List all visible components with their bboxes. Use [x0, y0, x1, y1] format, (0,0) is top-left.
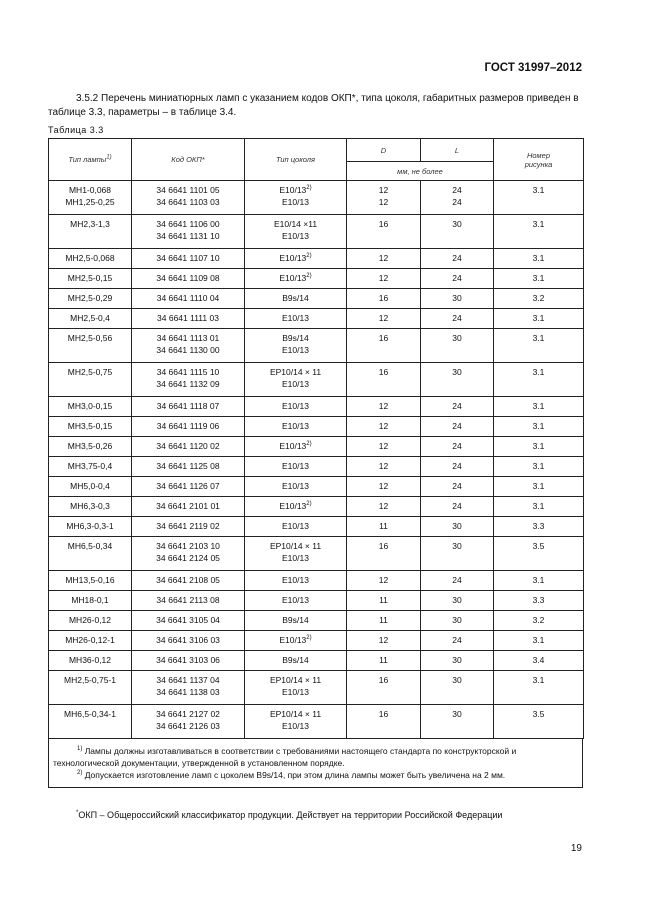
cell-base-type: E10/13: [245, 397, 347, 417]
table-row: [49, 309, 584, 329]
cell-base-type: E10/13: [245, 477, 347, 497]
table-row: [49, 611, 584, 631]
okp-footnote: *ОКП – Общероссийский классификатор продукции. Действует на территории Российской Федерации: [76, 810, 503, 820]
table-row: [49, 651, 584, 671]
cell-lamp-type: МН18-0,1: [49, 591, 132, 611]
cell-figure: 3.1: [494, 363, 584, 397]
cell-base-type: E10/13: [245, 591, 347, 611]
cell-l: 30: [421, 363, 494, 397]
cell-base-type: EP10/14 × 11 E10/13: [245, 363, 347, 397]
cell-figure: 3.1: [494, 309, 584, 329]
cell-base-type: E10/13: [245, 417, 347, 437]
table-row: [49, 705, 584, 739]
cell-figure: 3.5: [494, 705, 584, 739]
cell-okp-code: 34 6641 1107 10: [132, 249, 245, 269]
table-row: [49, 417, 584, 437]
cell-base-type: E10/13$^{2)}$: [245, 631, 347, 651]
cell-figure: 3.1: [494, 497, 584, 517]
cell-okp-code: 34 6641 1125 08: [132, 457, 245, 477]
cell-lamp-type: МН36-0,12: [49, 651, 132, 671]
cell-okp-code: 34 6641 2108 05: [132, 571, 245, 591]
cell-lamp-type: МН6,5-0,34: [49, 537, 132, 571]
cell-l: 30: [421, 611, 494, 631]
cell-okp-code: 34 6641 2101 01: [132, 497, 245, 517]
cell-lamp-type: МН3,5-0,26: [49, 437, 132, 457]
cell-figure: 3.1: [494, 397, 584, 417]
cell-l: 30: [421, 329, 494, 363]
cell-figure: 3.2: [494, 611, 584, 631]
cell-d: 11: [347, 611, 421, 631]
cell-figure: 3.4: [494, 651, 584, 671]
cell-lamp-type: МН2,5-0,56: [49, 329, 132, 363]
cell-d: 11: [347, 651, 421, 671]
cell-okp-code: 34 6641 1109 08: [132, 269, 245, 289]
table-row: [49, 671, 584, 705]
cell-d: 16: [347, 705, 421, 739]
cell-lamp-type: МН2,5-0,068: [49, 249, 132, 269]
cell-okp-code: 34 6641 1120 02: [132, 437, 245, 457]
cell-d: 16: [347, 329, 421, 363]
cell-figure: 3.3: [494, 517, 584, 537]
cell-l: 24: [421, 571, 494, 591]
cell-d: 11: [347, 591, 421, 611]
cell-l: 24: [421, 249, 494, 269]
cell-base-type: E10/13$^{2)}$: [245, 497, 347, 517]
table-row: [49, 457, 584, 477]
cell-d: 12 12: [347, 181, 421, 215]
cell-d: 12: [347, 437, 421, 457]
cell-base-type: E10/13$^{2)}$: [245, 269, 347, 289]
cell-lamp-type: МН2,5-0,75: [49, 363, 132, 397]
cell-base-type: EP10/14 × 11 E10/13: [245, 671, 347, 705]
cell-figure: 3.1: [494, 437, 584, 457]
cell-base-type: E10/13: [245, 457, 347, 477]
cell-okp-code: 34 6641 1119 06: [132, 417, 245, 437]
cell-okp-code: 34 6641 3103 06: [132, 651, 245, 671]
cell-d: 12: [347, 397, 421, 417]
cell-base-type: E10/13$^{2)}$: [245, 249, 347, 269]
cell-lamp-type: МН1-0,068 МН1,25-0,25: [49, 181, 132, 215]
cell-lamp-type: МН6,3-0,3-1: [49, 517, 132, 537]
cell-lamp-type: МН3,0-0,15: [49, 397, 132, 417]
cell-figure: 3.2: [494, 289, 584, 309]
cell-l: 30: [421, 591, 494, 611]
table-note-1: $^{1)}$ Лампы должны изготавливаться в соответствии с требованиями настоящего стандарта по конструкторской и технологической документации, утвержденной в установленном порядке.: [53, 746, 517, 768]
cell-figure: 3.1: [494, 671, 584, 705]
cell-lamp-type: МН6,3-0,3: [49, 497, 132, 517]
cell-lamp-type: МН26-0,12-1: [49, 631, 132, 651]
cell-l: 30: [421, 537, 494, 571]
cell-d: 16: [347, 215, 421, 249]
header-lamp-type: Тип лампы$^{1)}$: [49, 139, 132, 181]
header-d: D: [347, 139, 421, 162]
table-row: [49, 397, 584, 417]
table-row: [49, 181, 584, 215]
cell-figure: 3.1: [494, 181, 584, 215]
cell-okp-code: 34 6641 2119 02: [132, 517, 245, 537]
cell-base-type: E10/14 ×11 E10/13: [245, 215, 347, 249]
cell-figure: 3.1: [494, 329, 584, 363]
cell-base-type: B9s/14: [245, 289, 347, 309]
table-notes: [48, 739, 583, 788]
cell-okp-code: 34 6641 1137 04 34 6641 1138 03: [132, 671, 245, 705]
table-row: [49, 329, 584, 363]
cell-d: 12: [347, 571, 421, 591]
cell-okp-code: 34 6641 2127 02 34 6641 2126 03: [132, 705, 245, 739]
cell-okp-code: 34 6641 1110 04: [132, 289, 245, 309]
cell-lamp-type: МН26-0,12: [49, 611, 132, 631]
cell-okp-code: 34 6641 1126 07: [132, 477, 245, 497]
cell-d: 12: [347, 417, 421, 437]
cell-l: 30: [421, 671, 494, 705]
header-dims-unit: мм, не более: [347, 162, 494, 181]
cell-d: 12: [347, 457, 421, 477]
intro-paragraph: 3.5.2 Перечень миниатюрных ламп с указанием кодов ОКП*, типа цоколя, габаритных размеров приведен в таблице 3.3, параметры – в таблице 3.4.: [48, 93, 579, 118]
lamp-table-container: [48, 138, 583, 788]
table-body: [49, 181, 584, 739]
cell-base-type: B9s/14: [245, 651, 347, 671]
cell-okp-code: 34 6641 1118 07: [132, 397, 245, 417]
cell-l: 24: [421, 497, 494, 517]
cell-d: 12: [347, 477, 421, 497]
header-base-type: Тип цоколя: [245, 139, 347, 181]
cell-figure: 3.1: [494, 477, 584, 497]
cell-lamp-type: МН6,5-0,34-1: [49, 705, 132, 739]
cell-okp-code: 34 6641 1101 05 34 6641 1103 03: [132, 181, 245, 215]
cell-d: 12: [347, 631, 421, 651]
cell-l: 24: [421, 309, 494, 329]
cell-okp-code: 34 6641 2103 10 34 6641 2124 05: [132, 537, 245, 571]
cell-okp-code: 34 6641 1106 00 34 6641 1131 10: [132, 215, 245, 249]
header-l: L: [421, 139, 494, 162]
cell-l: 24 24: [421, 181, 494, 215]
table-row: [49, 249, 584, 269]
header-okp-code: Код ОКП*: [132, 139, 245, 181]
cell-l: 24: [421, 457, 494, 477]
cell-lamp-type: МН3,75-0,4: [49, 457, 132, 477]
table-caption: Таблица 3.3: [48, 125, 104, 135]
cell-figure: 3.1: [494, 269, 584, 289]
table-row: [49, 631, 584, 651]
cell-base-type: EP10/14 × 11 E10/13: [245, 537, 347, 571]
cell-l: 24: [421, 631, 494, 651]
table-row: [49, 289, 584, 309]
page-number: 19: [570, 843, 582, 854]
cell-base-type: E10/13: [245, 517, 347, 537]
cell-l: 24: [421, 397, 494, 417]
cell-okp-code: 34 6641 3106 03: [132, 631, 245, 651]
table-row: [49, 537, 584, 571]
cell-l: 30: [421, 517, 494, 537]
cell-l: 30: [421, 215, 494, 249]
cell-d: 12: [347, 497, 421, 517]
cell-d: 16: [347, 363, 421, 397]
cell-okp-code: 34 6641 1111 03: [132, 309, 245, 329]
cell-base-type: B9s/14 E10/13: [245, 329, 347, 363]
cell-figure: 3.1: [494, 417, 584, 437]
cell-d: 16: [347, 671, 421, 705]
cell-figure: 3.1: [494, 631, 584, 651]
header-figure-number: Номер рисунка: [494, 139, 584, 181]
cell-l: 24: [421, 437, 494, 457]
cell-l: 30: [421, 289, 494, 309]
cell-l: 30: [421, 651, 494, 671]
cell-l: 24: [421, 417, 494, 437]
cell-d: 11: [347, 517, 421, 537]
cell-base-type: B9s/14: [245, 611, 347, 631]
cell-l: 30: [421, 705, 494, 739]
cell-figure: 3.5: [494, 537, 584, 571]
cell-okp-code: 34 6641 3105 04: [132, 611, 245, 631]
table-row: [49, 269, 584, 289]
cell-base-type: E10/13: [245, 309, 347, 329]
table-row: [49, 363, 584, 397]
cell-lamp-type: МН2,3-1,3: [49, 215, 132, 249]
cell-lamp-type: МН2,5-0,4: [49, 309, 132, 329]
cell-base-type: EP10/14 × 11 E10/13: [245, 705, 347, 739]
cell-base-type: E10/13$^{2)}$: [245, 437, 347, 457]
document-code: ГОСТ 31997–2012: [484, 62, 582, 74]
cell-lamp-type: МН3,5-0,15: [49, 417, 132, 437]
cell-figure: 3.1: [494, 457, 584, 477]
cell-base-type: E10/13: [245, 571, 347, 591]
table-note-2: $^{2)}$ Допускается изготовление ламп с цоколем B9s/14, при этом длина лампы может быть увеличена на 2 мм.: [77, 770, 506, 780]
table-row: [49, 477, 584, 497]
cell-okp-code: 34 6641 1113 01 34 6641 1130 00: [132, 329, 245, 363]
cell-d: 12: [347, 269, 421, 289]
cell-lamp-type: МН2,5-0,29: [49, 289, 132, 309]
table-row: [49, 215, 584, 249]
table-row: [49, 517, 584, 537]
cell-l: 24: [421, 269, 494, 289]
cell-lamp-type: МН2,5-0,75-1: [49, 671, 132, 705]
table-row: [49, 571, 584, 591]
cell-base-type: E10/13$^{2)}$ E10/13: [245, 181, 347, 215]
cell-figure: 3.1: [494, 571, 584, 591]
cell-lamp-type: МН13,5-0,16: [49, 571, 132, 591]
cell-d: 16: [347, 289, 421, 309]
table-row: [49, 591, 584, 611]
cell-d: 12: [347, 309, 421, 329]
cell-l: 24: [421, 477, 494, 497]
cell-d: 12: [347, 249, 421, 269]
cell-lamp-type: МН5,0-0,4: [49, 477, 132, 497]
cell-figure: 3.1: [494, 249, 584, 269]
cell-okp-code: 34 6641 1115 10 34 6641 1132 09: [132, 363, 245, 397]
lamp-table: [48, 138, 584, 739]
cell-figure: 3.1: [494, 215, 584, 249]
cell-d: 16: [347, 537, 421, 571]
cell-figure: 3.3: [494, 591, 584, 611]
cell-lamp-type: МН2,5-0,15: [49, 269, 132, 289]
table-row: [49, 437, 584, 457]
table-row: [49, 497, 584, 517]
cell-okp-code: 34 6641 2113 08: [132, 591, 245, 611]
